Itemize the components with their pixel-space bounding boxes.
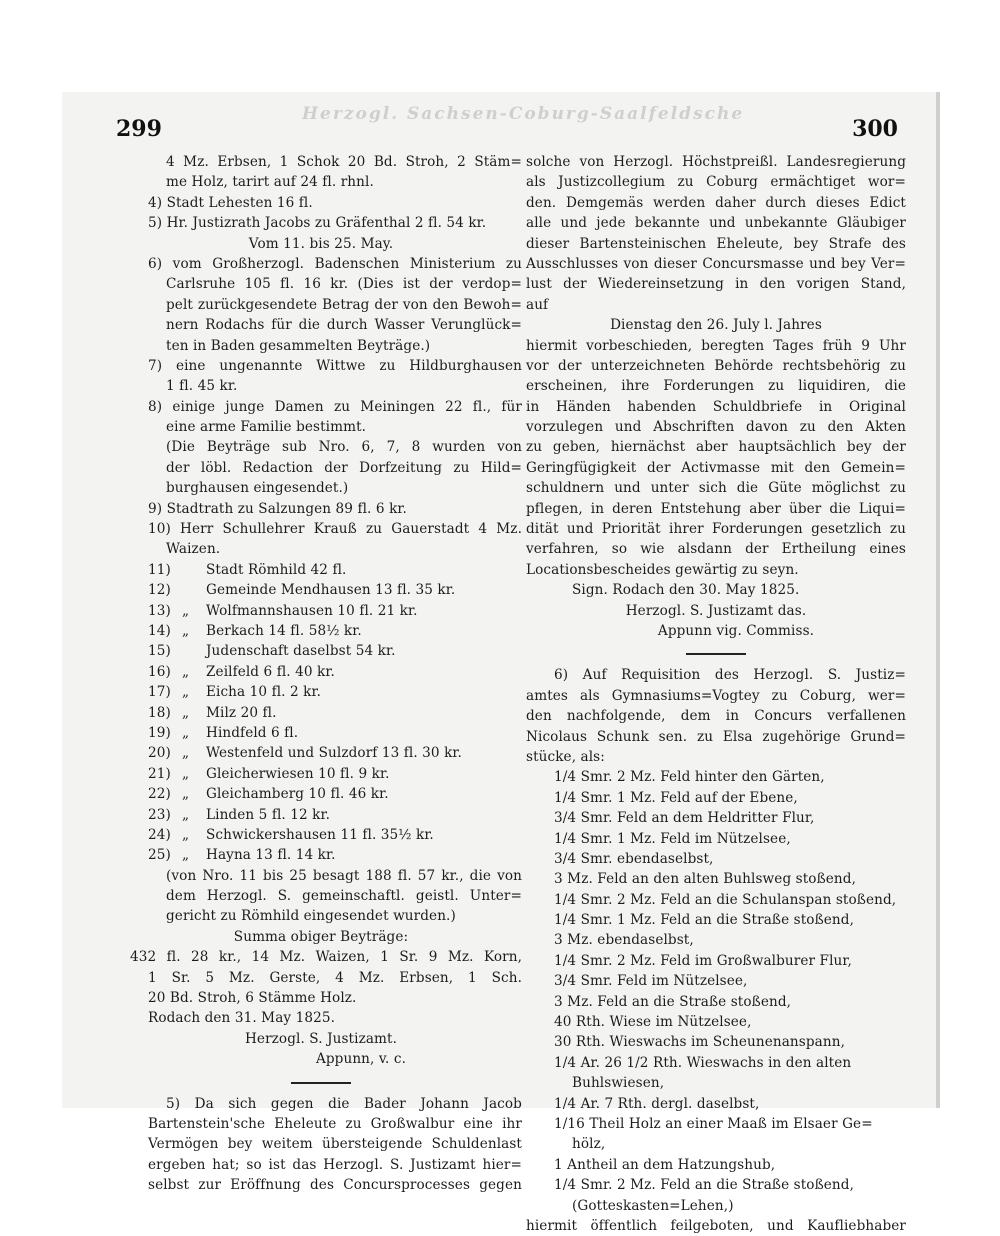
list-item-number: 17) — [148, 684, 171, 701]
list-item — [120, 825, 522, 845]
running-title-bleedthrough: Herzogl. Sachsen-Coburg-Saalfeldsche — [302, 104, 745, 124]
list-item — [120, 560, 522, 580]
ditto-mark: „ — [182, 602, 190, 619]
section-divider — [291, 1082, 351, 1084]
text-line: pflegen, in deren Entstehung aber über die Liqui= — [526, 500, 906, 517]
text-line: dem Herzogl. S. gemeinschaftl. geistl. Unter= — [166, 888, 522, 905]
list-item-text: Gemeinde Mendhausen 13 fl. 35 kr. — [206, 582, 456, 599]
list-item-number: 23) — [148, 806, 171, 823]
text-line: amtes als Gymnasiums=Vogtey zu Coburg, wer= — [526, 687, 906, 704]
text-line: 6) Auf Requisition des Herzogl. S. Justiz= — [554, 667, 906, 684]
list-item: 1/4 Smr. 1 Mz. Feld an die Straße stoßend, — [554, 912, 854, 929]
list-item-text: Hindfeld 6 fl. — [206, 724, 299, 741]
text-line: Nicolaus Schunk sen. zu Elsa zugehörige Grund= — [526, 728, 906, 745]
authority: Herzogl. S. Justizamt das. — [625, 602, 807, 619]
text-line: hiermit öffentlich feilgeboten, und Kaufliebhaber — [526, 1217, 906, 1234]
list-item-text: Berkach 14 fl. 58½ kr. — [206, 622, 362, 639]
ditto-mark: „ — [182, 806, 190, 823]
text-line: 1 Sr. 5 Mz. Gerste, 4 Mz. Erbsen, 1 Sch. — [148, 969, 522, 986]
text-line: den nachfolgende, dem in Concurs verfallenen — [526, 708, 906, 725]
text-line: eine arme Familie bestimmt. — [166, 419, 367, 436]
summa-heading: Summa obiger Beyträge: — [233, 928, 409, 945]
list-item-number: 19) — [148, 724, 171, 741]
text-line: dieser Bartensteinischen Eheleute, bey Strafe des — [526, 235, 906, 252]
list-item — [120, 764, 522, 784]
list-item — [120, 682, 522, 702]
place-date: Rodach den 31. May 1825. — [148, 1010, 336, 1027]
text-line: 4 Mz. Erbsen, 1 Schok 20 Bd. Stroh, 2 Stäm= — [166, 154, 522, 170]
list-item-text: Linden 5 fl. 12 kr. — [206, 806, 331, 823]
text-line: Bartenstein'sche Eheleute zu Großwalbur eine ihr — [148, 1115, 522, 1132]
text-line: solche von Herzogl. Höchstpreißl. Landesregierung — [526, 154, 906, 170]
ditto-mark: „ — [182, 622, 190, 639]
list-item: 1/4 Smr. 2 Mz. Feld hinter den Gärten, — [554, 769, 825, 786]
list-item-number: 13) — [148, 602, 171, 619]
text-line: Vermögen bey weitem übersteigende Schuldenlast — [148, 1136, 522, 1153]
text-line: pelt zurückgesendete Betrag der von den Bewoh= — [166, 296, 522, 313]
list-item — [120, 621, 522, 641]
list-item-text: Wolfmannshausen 10 fl. 21 kr. — [206, 602, 418, 619]
text-line: der löbl. Redaction der Dorfzeitung zu Hild= — [166, 459, 522, 476]
list-item — [120, 805, 522, 825]
text-line: gericht zu Römhild eingesendet wurden.) — [166, 908, 456, 925]
text-line: Carlsruhe 105 fl. 16 kr. (Dies ist der verdop= — [166, 276, 522, 293]
parcel-list — [526, 767, 906, 1216]
list-item: 1 Antheil an dem Hatzungshub, — [554, 1156, 776, 1173]
list-item-text: Judenschaft daselbst 54 kr. — [206, 643, 396, 660]
text-line: erscheinen, ihre Forderungen zu liquidiren, die — [526, 378, 906, 395]
text-line: 7) eine ungenannte Wittwe zu Hildburghausen — [148, 357, 522, 374]
text-line: 10) Herr Schullehrer Krauß zu Gauerstadt 4 Mz. — [148, 521, 522, 538]
text-line: me Holz, tarirt auf 24 fl. rhnl. — [166, 174, 374, 191]
text-line: 5) Hr. Justizrath Jacobs zu Gräfenthal 2 fl. 54 kr. — [148, 215, 487, 232]
contribution-list — [120, 560, 522, 866]
text-line: zu geben, hiernächst aber hauptsächlich bey der — [526, 439, 906, 456]
text-line: Locationsbescheides gewärtig zu seyn. — [526, 561, 799, 578]
list-item: 1/4 Smr. 1 Mz. Feld im Nützelsee, — [554, 830, 791, 847]
text-line: 20 Bd. Stroh, 6 Stämme Holz. — [148, 990, 357, 1007]
section-divider — [686, 653, 746, 655]
text-line: stücke, als: — [526, 748, 605, 765]
list-item: 3/4 Smr. Feld im Nützelsee, — [554, 973, 748, 990]
text-line: auf — [526, 296, 549, 313]
text-line: (Die Beyträge sub Nro. 6, 7, 8 wurden von — [166, 439, 522, 456]
scan-edge-shadow — [936, 92, 940, 1108]
text-line: 432 fl. 28 kr., 14 Mz. Waizen, 1 Sr. 9 Mz. Korn, — [130, 949, 522, 966]
list-item-text: Eicha 10 fl. 2 kr. — [206, 684, 322, 701]
list-item — [120, 703, 522, 723]
ditto-mark: „ — [182, 745, 190, 762]
scanned-page-spread — [62, 92, 940, 1234]
text-line: lust der Wiedereinsetzung in den vorigen Stand, — [526, 276, 906, 293]
left-column — [120, 152, 522, 1196]
list-item — [120, 580, 522, 600]
list-item — [120, 641, 522, 661]
list-item-number: 15) — [148, 643, 171, 660]
list-item: 3 Mz. ebendaselbst, — [554, 932, 694, 949]
list-item: 1/4 Smr. 2 Mz. Feld an die Schulanspan stoßend, — [554, 891, 897, 908]
text-line: dität und Priorität ihrer Forderungen gesetzlich zu — [526, 521, 906, 538]
ditto-mark: „ — [182, 663, 190, 680]
text-line: (von Nro. 11 bis 25 besagt 188 fl. 57 kr., die von — [166, 867, 522, 884]
list-item-number: 16) — [148, 663, 171, 680]
text-line: Ausschlusses von dieser Concursmasse und bey Ver= — [526, 255, 906, 272]
list-item: 1/4 Ar. 7 Rth. dergl. daselbst, — [554, 1095, 760, 1112]
list-item: hölz, — [572, 1136, 606, 1153]
text-line: selbst zur Eröffnung des Concursprocesses gegen — [148, 1177, 522, 1194]
list-item-number: 22) — [148, 786, 171, 803]
list-item — [120, 784, 522, 804]
right-column — [526, 152, 906, 1236]
text-line: 4) Stadt Lehesten 16 fl. — [148, 194, 313, 211]
list-item-text: Zeilfeld 6 fl. 40 kr. — [206, 663, 335, 680]
list-item: 1/4 Smr. 1 Mz. Feld auf der Ebene, — [554, 789, 798, 806]
left-page-number: 299 — [116, 116, 162, 142]
list-item: 3 Mz. Feld an die Straße stoßend, — [554, 993, 792, 1010]
list-item-text: Gleicherwiesen 10 fl. 9 kr. — [206, 765, 390, 782]
list-item: Buhlswiesen, — [572, 1075, 665, 1092]
list-item: 3/4 Smr. ebendaselbst, — [554, 850, 714, 867]
text-line: in Händen habenden Schuldbriefe in Original — [526, 398, 906, 415]
list-item-number: 14) — [148, 622, 171, 639]
list-item — [120, 662, 522, 682]
ditto-mark: „ — [182, 704, 190, 721]
signature: Appunn vig. Commiss. — [657, 622, 815, 639]
list-item-number: 24) — [148, 826, 171, 843]
list-item-number: 11) — [148, 561, 171, 578]
text-line: 5) Da sich gegen die Bader Johann Jacob — [166, 1095, 522, 1112]
text-line: ergeben hat; so ist das Herzogl. S. Justizamt hier= — [148, 1156, 522, 1173]
list-item-text: Schwickershausen 11 fl. 35½ kr. — [206, 826, 434, 843]
list-item-number: 18) — [148, 704, 171, 721]
section-heading: Vom 11. bis 25. May. — [248, 235, 394, 252]
list-item: (Gotteskasten=Lehen,) — [572, 1197, 734, 1214]
ditto-mark: „ — [182, 765, 190, 782]
text-line: burghausen eingesendet.) — [166, 480, 349, 497]
list-item-text: Westenfeld und Sulzdorf 13 fl. 30 kr. — [206, 745, 462, 762]
list-item-text: Stadt Römhild 42 fl. — [206, 561, 347, 578]
list-item: 1/4 Smr. 2 Mz. Feld im Großwalburer Flur, — [554, 952, 852, 969]
text-line: verfahren, so wie alsdann der Ertheilung eines — [526, 541, 906, 558]
list-item: 1/4 Smr. 2 Mz. Feld an die Straße stoßend, — [554, 1177, 854, 1194]
text-line: vor der unterzeichneten Behörde rechtsbehörig zu — [526, 357, 906, 374]
text-line: den. Demgemäs werden daher durch dieses Edict — [526, 194, 906, 211]
right-page-number: 300 — [852, 116, 898, 142]
text-line: nern Rodachs für die durch Wasser Verunglück= — [166, 317, 522, 334]
list-item: 1/4 Ar. 26 1/2 Rth. Wieswachs in den alten — [554, 1054, 852, 1071]
list-item-text: Hayna 13 fl. 14 kr. — [206, 847, 336, 864]
text-line: vorzulegen und Abschriften davon zu den Akten — [526, 419, 906, 436]
list-item: 30 Rth. Wieswachs im Scheunenanspann, — [554, 1034, 845, 1051]
text-line: 8) einige junge Damen zu Meiningen 22 fl., für — [148, 398, 522, 415]
list-item — [120, 723, 522, 743]
hearing-date: Dienstag den 26. July l. Jahres — [610, 317, 822, 334]
ditto-mark: „ — [182, 826, 190, 843]
sign-line: Sign. Rodach den 30. May 1825. — [572, 582, 800, 599]
list-item-number: 25) — [148, 847, 171, 864]
list-item: 1/16 Theil Holz an einer Maaß im Elsaer Ge= — [554, 1115, 873, 1132]
list-item-text: Gleichamberg 10 fl. 46 kr. — [206, 786, 389, 803]
text-line: hiermit vorbeschieden, beregten Tages früh 9 Uhr — [526, 337, 906, 354]
list-item: 3/4 Smr. Feld an dem Heldritter Flur, — [554, 810, 815, 827]
list-item-number: 12) — [148, 582, 171, 599]
list-item — [120, 601, 522, 621]
list-item — [120, 743, 522, 763]
text-line: als Justizcollegium zu Coburg ermächtiget wor= — [526, 174, 906, 191]
authority: Herzogl. S. Justizamt. — [244, 1030, 398, 1047]
text-line: 1 fl. 45 kr. — [166, 378, 238, 395]
list-item: 3 Mz. Feld an den alten Buhlsweg stoßend, — [554, 871, 856, 888]
text-line: alle und jede bekannte und unbekannte Gläubiger — [526, 215, 906, 232]
text-line: ten in Baden gesammelten Beyträge.) — [166, 337, 431, 354]
list-item-number: 20) — [148, 745, 171, 762]
list-item-number: 21) — [148, 765, 171, 782]
list-item — [120, 845, 522, 865]
ditto-mark: „ — [182, 786, 190, 803]
text-line: 6) vom Großherzogl. Badenschen Ministerium zu — [148, 255, 522, 272]
list-item: 40 Rth. Wiese im Nützelsee, — [554, 1014, 752, 1031]
text-line: 9) Stadtrath zu Salzungen 89 fl. 6 kr. — [148, 500, 407, 517]
signature: Appunn, v. c. — [315, 1051, 407, 1068]
ditto-mark: „ — [182, 684, 190, 701]
ditto-mark: „ — [182, 847, 190, 864]
ditto-mark: „ — [182, 724, 190, 741]
text-line: Waizen. — [166, 541, 221, 558]
text-line: schuldnern und unter sich die Güte möglichst zu — [526, 480, 906, 497]
list-item-text: Milz 20 fl. — [206, 704, 277, 721]
text-line: Geringfügigkeit der Activmasse mit den Gemein= — [526, 459, 906, 476]
